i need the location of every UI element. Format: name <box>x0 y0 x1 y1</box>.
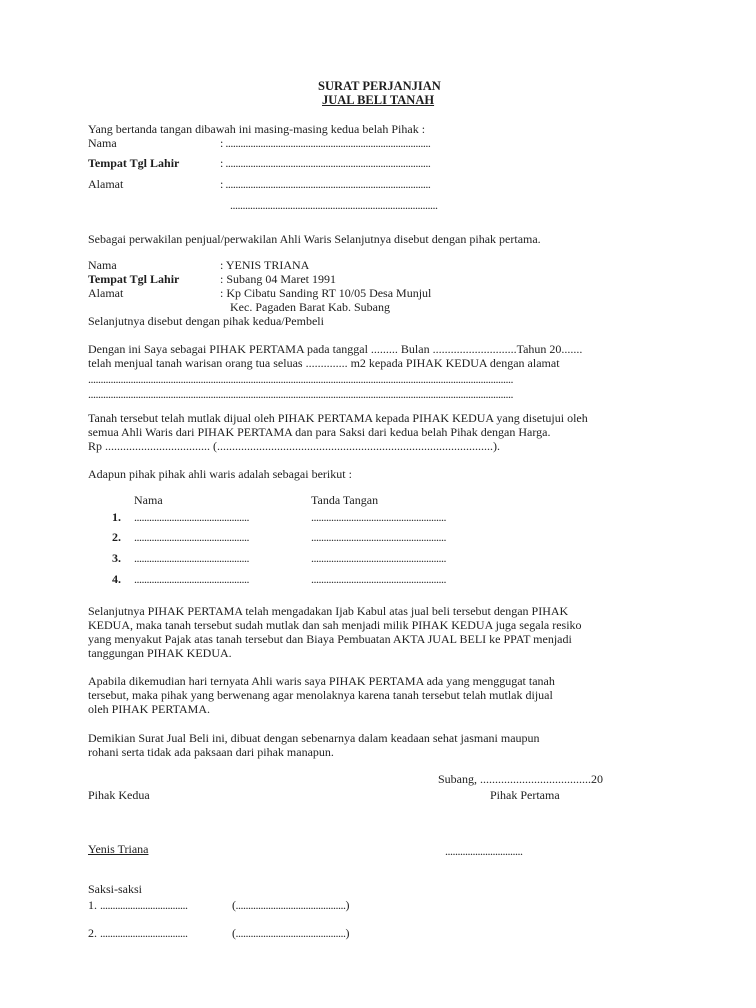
heirs-intro: Adapun pihak pihak ahli waris adalah sebagai berikut : <box>88 467 352 481</box>
document-title: SURAT PERJANJIAN <box>318 79 441 93</box>
agreement-paragraph-line-2: semua Ahli Waris dari PIHAK PERTAMA dan para Saksi dari kedua belah Pihak dengan Harga. <box>88 425 551 439</box>
sale-address-dotted-line-1: .......................................................................................................................................................................... <box>88 372 513 386</box>
second-party-address-label: Alamat <box>88 286 124 300</box>
heir-row-name-field: .............................................. <box>134 551 249 565</box>
heirs-col-name-header: Nama <box>134 493 163 507</box>
second-party-birth-value: : Subang 04 Maret 1991 <box>220 272 336 286</box>
heir-row-number: 3. <box>112 551 121 565</box>
dispute-paragraph-line-1: Apabila dikemudian hari ternyata Ahli waris saya PIHAK PERTAMA ada yang menggugat tanah <box>88 674 555 688</box>
dispute-paragraph-line-3: oleh PIHAK PERTAMA. <box>88 702 210 716</box>
ijab-kabul-paragraph-line-1: Selanjutnya PIHAK PERTAMA telah mengadakan Ijab Kabul atas jual beli tersebut dengan PIHAK <box>88 604 569 618</box>
first-party-address-label: Alamat <box>88 177 124 191</box>
second-party-name-value: : YENIS TRIANA <box>220 258 310 272</box>
second-party-address-value: : Kp Cibatu Sanding RT 10/05 Desa Munjul <box>220 286 432 300</box>
heirs-col-sign-header: Tanda Tangan <box>311 493 379 507</box>
price-line: Rp ................................... (............................................................................................). <box>88 439 500 453</box>
first-party-birth-field: : .................................................................................. <box>220 156 431 170</box>
heir-row-name-field: .............................................. <box>134 572 249 586</box>
first-party-birth-label: Tempat Tgl Lahir <box>88 156 180 170</box>
first-party-signer-name-field: ............................... <box>445 844 523 858</box>
witness-row-sign-field: (............................................) <box>232 926 349 940</box>
first-party-address-field-2: ................................................................................... <box>230 198 438 212</box>
document-subtitle: JUAL BELI TANAH <box>322 93 435 107</box>
second-party-signature-label: Pihak Kedua <box>88 788 150 802</box>
first-party-signature-label: Pihak Pertama <box>490 788 560 802</box>
heir-row-sign-field: ...................................................... <box>311 572 446 586</box>
intro-text: Yang bertanda tangan dibawah ini masing-masing kedua belah Pihak : <box>88 122 426 136</box>
first-party-name-field: : .................................................................................. <box>220 136 431 150</box>
heir-row-number: 4. <box>112 572 121 586</box>
first-party-name-label: Nama <box>88 136 117 150</box>
second-party-name-label: Nama <box>88 258 117 272</box>
first-party-note: Sebagai perwakilan penjual/perwakilan Ahli Waris Selanjutnya disebut dengan pihak pertama. <box>88 232 541 246</box>
sale-paragraph-line-2: telah menjual tanah warisan orang tua seluas .............. m2 kepada PIHAK KEDUA dengan alamat <box>88 356 560 370</box>
second-party-birth-label: Tempat Tgl Lahir <box>88 272 180 286</box>
witness-row-sign-field: (............................................) <box>232 898 349 912</box>
closing-paragraph-line-2: rohani serta tidak ada paksaan dari pihak manapun. <box>88 745 334 759</box>
heir-row-number: 1. <box>112 510 121 524</box>
ijab-kabul-paragraph-line-3: yang menyakut Pajak atas tanah tersebut dan Biaya Pembuatan AKTA JUAL BELI ke PPAT menjadi <box>88 632 572 646</box>
witness-row-name-field: ................................... <box>100 898 188 912</box>
heir-row-number: 2. <box>112 530 121 544</box>
witness-row-name-field: ................................... <box>100 926 188 940</box>
witness-row-number: 2. <box>88 926 97 940</box>
heir-row-sign-field: ...................................................... <box>311 551 446 565</box>
closing-paragraph-line-1: Demikian Surat Jual Beli ini, dibuat dengan sebenarnya dalam keadaan sehat jasmani maupun <box>88 731 540 745</box>
heir-row-name-field: .............................................. <box>134 530 249 544</box>
witnesses-label: Saksi-saksi <box>88 882 142 896</box>
first-party-address-field: : .................................................................................. <box>220 177 431 191</box>
witness-row-number: 1. <box>88 898 97 912</box>
ijab-kabul-paragraph-line-2: KEDUA, maka tanah tersebut sudah mutlak dan sah menjadi milik PIHAK KEDUA juga segala resiko <box>88 618 582 632</box>
place-date-line: Subang, .....................................20 <box>438 772 603 786</box>
second-party-signer-name: Yenis Triana <box>88 842 149 856</box>
heir-row-sign-field: ...................................................... <box>311 530 446 544</box>
agreement-paragraph-line-1: Tanah tersebut telah mutlak dijual oleh PIHAK PERTAMA kepada PIHAK KEDUA yang disetujui oleh <box>88 411 588 425</box>
ijab-kabul-paragraph-line-4: tanggungan PIHAK KEDUA. <box>88 646 232 660</box>
second-party-address-value-2: Kec. Pagaden Barat Kab. Subang <box>230 300 390 314</box>
second-party-note: Selanjutnya disebut dengan pihak kedua/Pembeli <box>88 314 324 328</box>
sale-address-dotted-line-2: .......................................................................................................................................................................... <box>88 387 513 401</box>
dispute-paragraph-line-2: tersebut, maka pihak yang berwenang agar menolaknya karena tanah tersebut telah mutlak dijual <box>88 688 553 702</box>
heir-row-name-field: .............................................. <box>134 510 249 524</box>
heir-row-sign-field: ...................................................... <box>311 510 446 524</box>
sale-paragraph-line-1: Dengan ini Saya sebagai PIHAK PERTAMA pada tanggal ......... Bulan ............................Tahun 20....... <box>88 342 583 356</box>
